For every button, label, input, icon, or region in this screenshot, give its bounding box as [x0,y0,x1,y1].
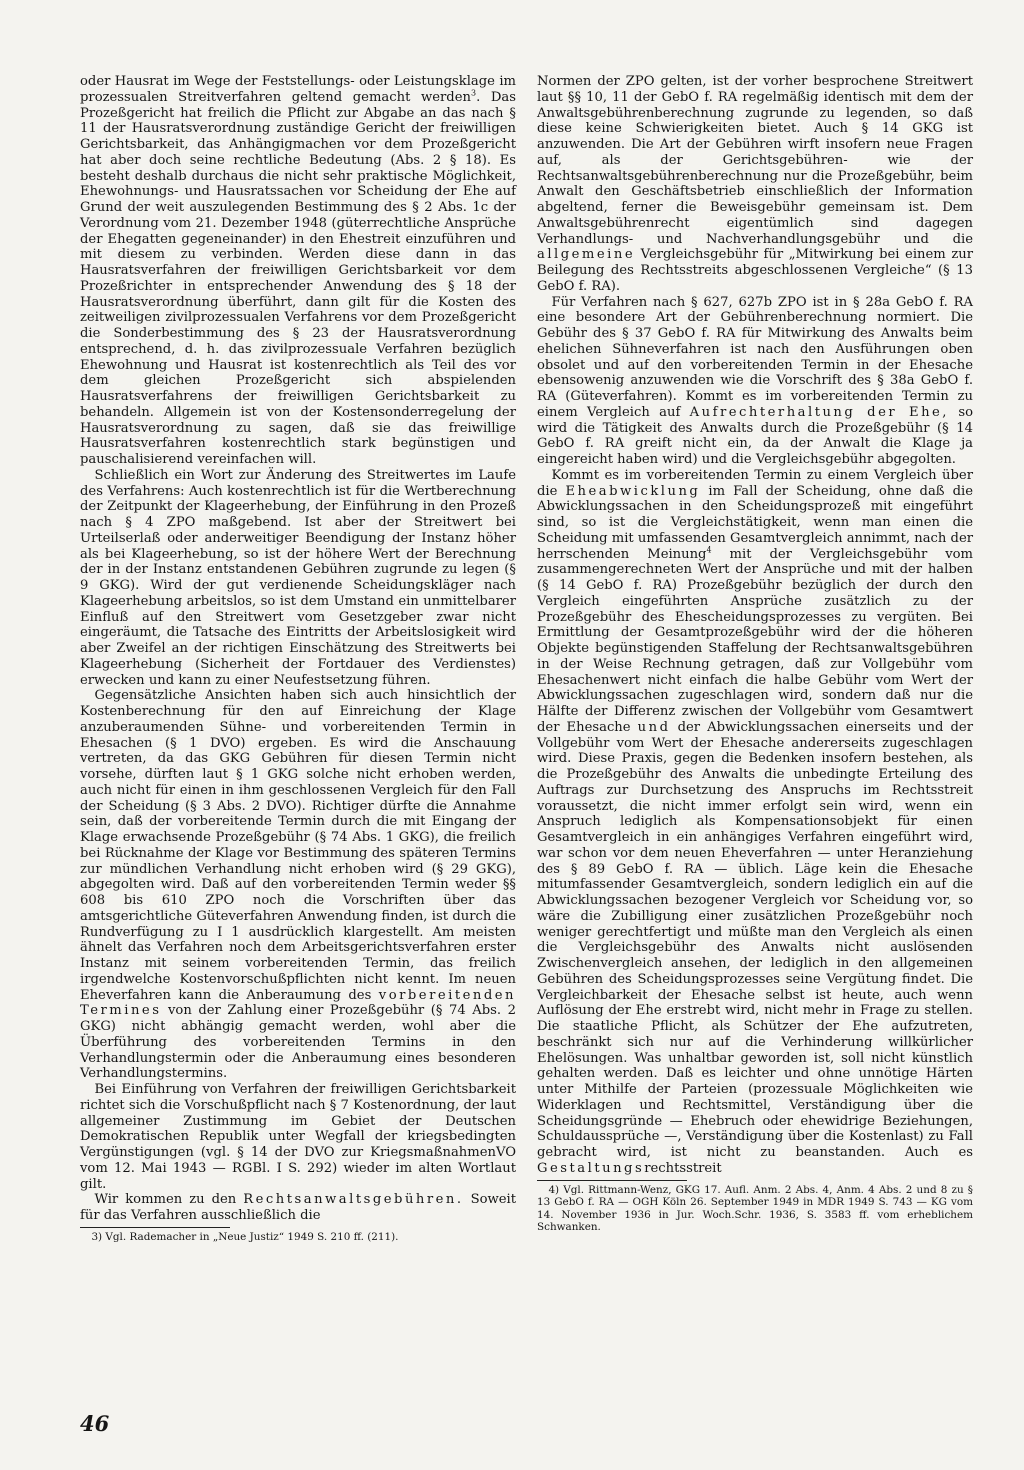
text: rechtsstreit [644,1160,722,1176]
paragraph [80,688,516,1082]
text: Gegensätzliche Ansichten haben sich auch hinsichtlich der Kostenberechnung für den auf Einreichung der Klage anzuberaumenden Sühne- und vorbereitenden Termin in Ehesachen (§ 1 DVO) ergeben. Es wird die Anschauung vertreten, da das GKG Gebühren für diesen Termin nicht vorsehe, dürften laut § 1 GKG solche nicht erhoben werden, auch nicht für einen in ihm geschlossenen Vergleich für den Fall der Scheidung (§ 3 Abs. 2 DVO). Richtiger dürfte die Annahme sein, daß der vorbereitende Termin durch die mit Eingang der Klage erwachsende Prozeßgebühr (§ 74 Abs. 1 GKG), die freilich bei Rücknahme der Klage vor Bestimmung des späteren Termins zur mündlichen Verhandlung nicht erhoben wird (§ 29 GKG), abgegolten wird. Daß auf den vorbereitenden Termin weder §§ 608 bis 610 ZPO noch die Vorschriften über das amtsgerichtliche Güteverfahren Anwendung finden, ist durch die Rundverfügung zu I 1 ausdrücklich klargestellt. Am meisten ähnelt das Verfahren noch dem Arbeitsgerichtsverfahren erster Instanz mit seinem vorbereitenden Termin, das freilich irgendwelche Kostenvorschußpflichten nicht kennt. Im neuen Eheverfahren kann die Anberaumung des [80,688,516,1003]
emphasis-text: Eheabwicklung [565,483,701,499]
paragraph [80,74,516,468]
text: Kommt es im vorbereitenden Termin zu einem Vergleich über die [537,467,973,499]
emphasis-text: und [637,719,671,735]
text: mit der Vergleichsgebühr vom zusammengerechneten Wert der Ansprüche und mit der halben (§ 14 GebO f. RA) Prozeßgebühr bezüglich der durch den Vergleich eingeführten Ansprüche zusätzlich zu der Prozeßgebühr des Ehescheidungsprozesses zu vergüten. Bei Ermittlung der Gesamtprozeßgebühr wird der die höheren Objekte begünstigenden Staffelung der Rechtsanwaltsgebühren in der Weise Rechnung getragen, daß zur Vollgebühr vom Ehesachenwert nicht einfach die halbe Gebühr vom Wert der Abwicklungssachen zugeschlagen wird, sondern daß nur die Hälfte der Differenz zwischen der Vollgebühr vom Gesamtwert der Ehesache [537,546,973,735]
text: . Das Prozeßgericht hat freilich die Pflicht zur Abgabe an das nach § 11 der Hausratsverordnung zuständige Gericht der freiwilligen Gerichtsbarkeit, das Anhängigmachen vor dem Prozeßgericht hat aber doch seine rechtliche Bedeutung (Abs. 2 § 18). Es besteht deshalb durchaus die nicht sehr praktische Möglichkeit, Ehewohnungs- und Hausratssachen vor Scheidung der Ehe auf Grund der weit auszulegenden Bestimmung des § 2 Abs. 1c der Verordnung vom 21. Dezember 1948 (güterrechtliche Ansprüche der Ehegatten gegeneinander) in den Ehestreit einzuführen und mit diesem zu verbinden. Werden diese dann in das Hausratsverfahren der freiwilligen Gerichtsbarkeit vor dem Prozeßrichter in entsprechender Anwendung des § 18 der Hausratsverordnung überführt, dann gilt für die Kosten des zeitweiligen zivilprozessualen Verfahrens vor dem Prozeßgericht die Sonderbestimmung des § 23 der Hausratsverordnung entsprechend, d. h. das zivilprozessuale Verfahren bezüglich Ehewohnung und Hausrat ist kostenrechtlich als Teil des vor dem gleichen Prozeßgericht sich abspielenden Hausratsverfahrens der freiwilligen Gerichtsbarkeit zu behandeln. Allgemein ist von der Kostensonderregelung der Hausratsverordnung zu sagen, daß sie das freiwillige Hausratsverfahren kostenrechtlich stark begünstigen und pauschalisierend vereinfachen will. [80,89,516,467]
text: von der Zahlung einer Prozeßgebühr (§ 74 Abs. 2 GKG) nicht abhängig gemacht werden, wohl aber die Überführung des vorbereitenden Termins in den Verhandlungstermin oder die Anberaumung eines besonderen Verhandlungstermins. [80,1003,516,1082]
emphasis-text: vorbereitenden Termines [80,987,516,1019]
emphasis-text: Rechtsanwaltsgebühren. [243,1192,464,1208]
emphasis-text: Aufrechterhaltung der Ehe, [689,404,949,420]
paragraph: Bei Einführung von Verfahren der freiwilligen Gerichtsbarkeit richtet sich die Vorschußpflicht nach § 7 Kostenordnung, der laut allgemeiner Zustimmung im Gebiet der Deutschen Demokratischen Republik unter Wegfall der kriegsbedingten Vergünstigungen (vgl. § 14 der DVO zur KriegsmaßnahmenVO vom 12. Mai 1943 — RGBl. I S. 292) wieder im alten Wortlaut gilt. [80,1082,516,1192]
text: Für Verfahren nach § 627, 627b ZPO ist in § 28a GebO f. RA eine besondere Art der Gebührenberechnung normiert. Die Gebühr des § 37 GebO f. RA für Mitwirkung des Anwalts beim ehelichen Sühneverfahren ist nach den Ausführungen oben obsolet und auf den vorbereitenden Termin in der Ehesache ebensowenig anzuwenden wie die Vorschrift des § 38a GebO f. RA (Güteverfahren). Kommt es im vorbereitenden Termin zu einem Vergleich auf [537,294,973,420]
footnote: 4) Vgl. Rittmann-Wenz, GKG 17. Aufl. Anm. 2 Abs. 4, Anm. 4 Abs. 2 und 8 zu § 13 GebO f. RA — OGH Köln 26. September 1949 in MDR 1949 S. 743 — KG vom 14. November 1936 in Jur. Woch.Schr. 1936, S. 3583 ff. vom erheblichem Schwanken. [537,1183,973,1234]
footnote-ref: 4 [706,545,712,555]
footnote-divider [537,1180,687,1181]
text: Wir kommen zu den [94,1192,237,1208]
footnote-ref: 3 [470,88,477,98]
paragraph [80,1192,516,1224]
text: Vergleichsgebühr für „Mitwirkung bei einem zur Beilegung des Rechtsstreits abgeschlossenen Vergleiche“ (§ 13 GebO f. RA). [537,247,973,294]
text: oder Hausrat im Wege der Feststellungs- oder Leistungsklage im prozessualen Streitverfahren geltend gemacht werden [80,74,516,105]
right-column [537,74,973,1234]
text: der Abwicklungssachen einerseits und der Vollgebühr vom Wert der Ehesache andererseits zugeschlagen wird. Diese Praxis, gegen die Bedenken insofern bestehen, als die Prozeßgebühr des Anwalts die unbedingte Erteilung des Auftrags zur Durchsetzung des Anspruchs im Rechtsstreit voraussetzt, die nicht immer erfolgt sein wird, wenn ein Anspruch lediglich als Kompensationsobjekt für einen Gesamtvergleich in ein anhängiges Verfahren eingeführt wird, war schon vor dem neuen Eheverfahren — unter Heranziehung des § 89 GebO f. RA — üblich. Läge kein die Ehesache mitumfassender Gesamtvergleich, sondern lediglich ein auf die Abwicklungssachen bezogener Vergleich vor Scheidung vor, so wäre die Zubilligung einer zusätzlichen Prozeßgebühr noch weniger gerechtfertigt und müßte man den Vergleich als einen die Vergleichsgebühr des Anwalts nicht auslösenden Zwischenvergleich ansehen, der lediglich in den allgemeinen Gebühren des Scheidungsprozesses seine Vergütung findet. Die Vergleichbarkeit der Ehesache selbst ist heute, auch wenn Auflösung der Ehe erstrebt wird, nicht mehr in Frage zu stellen. Die staatliche Pflicht, als Schützer der Ehe aufzutreten, beschränkt sich nur auf die Verhinderung willkürlicher Ehelösungen. Was unhaltbar geworden ist, soll nicht künstlich gehalten werden. Daß es leichter und ohne unnötige Härten unter Mithilfe der Parteien (prozessuale Möglichkeiten wie Widerklagen und Rechtsmittel, Verständigung über die Scheidungsgründe — Ehebruch oder ehewidrige Beziehungen, Schuldaussprüche —, Verständigung über die Kostenlast) zu Fall gebracht wird, ist nicht zu beanstanden. Auch es [537,719,973,1160]
paragraph [537,468,973,1177]
paragraph [537,74,973,295]
paragraph: Schließlich ein Wort zur Änderung des Streitwertes im Laufe des Verfahrens: Auch kostenrechtlich ist für die Wertberechnung der Zeitpunkt der Klageerhebung, der Einführung in den Prozeß nach § 4 ZPO maßgebend. Ist aber der Streitwert bei Urteilserlaß oder anderweitiger Beendigung der Instanz höher als bei Klageerhebung, so ist der höhere Wert der Berechnung der in der Instanz entstandenen Gebühren zugrunde zu legen (§ 9 GKG). Wird der gut verdienende Scheidungskläger nach Klageerhebung arbeitslos, so ist dem Umstand ein unmittelbarer Einfluß auf den Streitwert vom Gesetzgeber zwar nicht eingeräumt, die Tatsache des Eintritts der Arbeitslosigkeit wird aber Zweifel an der richtigen Einschätzung des Streitwerts bei Klageerhebung (Sicherheit der Fortdauer des Verdienstes) erwecken und kann zu einer Neufestsetzung führen. [80,467,516,688]
text: im Fall der Scheidung, ohne daß die Abwicklungssachen in den Scheidungsprozeß mit eingeführt sind, so ist die Vergleichstätigkeit, wenn man einen die Scheidung mit umfassenden Gesamtvergleich annimmt, nach der herrschenden Meinung [537,483,973,562]
left-column [80,74,516,1243]
footnote: 3) Vgl. Rademacher in „Neue Justiz“ 1949 S. 210 ff. (211). [91,1230,399,1243]
text: so wird die Tätigkeit des Anwalts durch die Prozeßgebühr (§ 14 GebO f. RA greift nicht ein, da der Anwalt die Klage ja eingereicht haben wird) und die Vergleichsgebühr abgegolten. [537,404,973,467]
text: Soweit für das Verfahren ausschließlich die [80,1192,516,1223]
emphasis-text: Gestaltungs [537,1160,645,1176]
paragraph [537,295,973,468]
emphasis-text: allgemeine [537,247,636,263]
footnote-divider [80,1227,230,1228]
text: Normen der ZPO gelten, ist der vorher besprochene Streitwert laut §§ 10, 11 der GebO f. RA regelmäßig identisch mit dem der Anwaltsgebührenberechnung zugrunde zu legenden, so daß diese keine Schwierigkeiten bietet. Auch § 14 GKG ist anzuwenden. Die Art der Gebühren wirft insofern neue Fragen auf, als der Gerichtsgebühren- wie der Rechtsanwaltsgebührenberechnung nur die Prozeßgebühr, beim Anwalt den Geschäftsbetrieb einschließlich der Information abgeltend, ferner die Beweisgebühr gemeinsam ist. Dem Anwaltsgebührenrecht eigentümlich sind dagegen Verhandlungs- und Nachverhandlungsgebühr und die [537,74,973,247]
page-number: 46 [80,1411,110,1436]
